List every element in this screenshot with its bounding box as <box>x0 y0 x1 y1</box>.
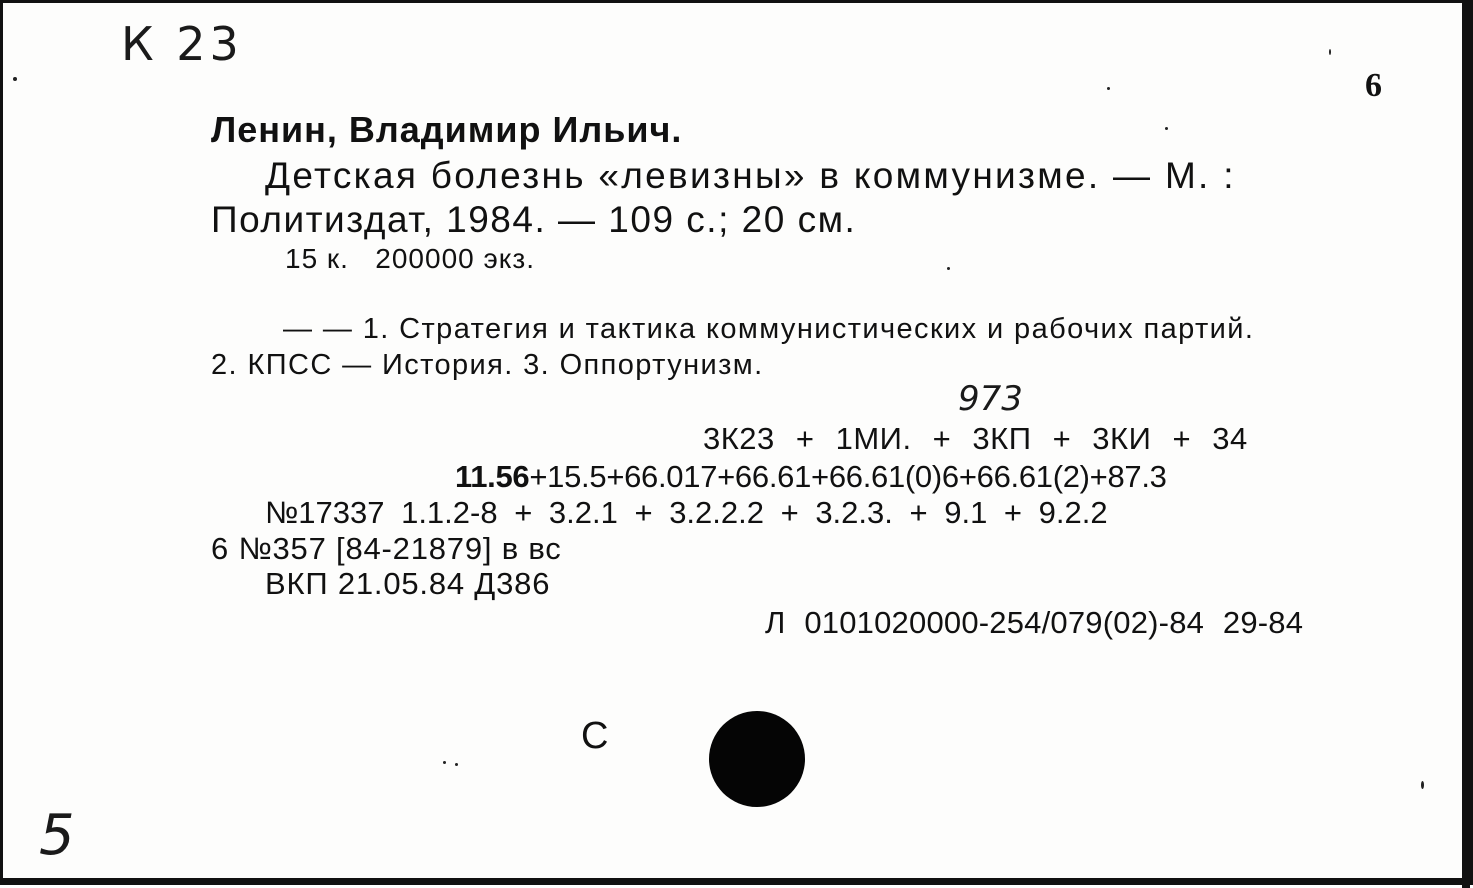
subjects-line-2: 2. КПСС — История. 3. Оппортунизм. <box>211 349 764 381</box>
speck-1 <box>13 77 17 81</box>
index-line: Л 0101020000-254/079(02)-84 29-84 <box>765 605 1304 640</box>
price-and-print-run: 15 к. 200000 экз. <box>285 243 535 274</box>
handwritten-number: 973 <box>958 379 1023 419</box>
speck-7 <box>455 763 458 766</box>
subjects-line-1: — — 1. Стратегия и тактика коммунистических и рабочих партий. <box>283 313 1255 345</box>
handwritten-corner-number: 5 <box>39 803 75 868</box>
order-number-line: 6 №357 [84-21879] в вс <box>211 531 562 566</box>
speck-4 <box>947 267 950 270</box>
classification-line-2 <box>455 459 1167 495</box>
classification-line-1: 3К23 + 1МИ. + 3КП + 3КИ + 34 <box>703 421 1248 456</box>
classification-codes: +15.5+66.017+66.61+66.61(0)6+66.61(2)+87.3 <box>529 459 1167 494</box>
speck-2 <box>1107 87 1110 90</box>
speck-8 <box>1421 781 1424 789</box>
letter-mark: С <box>581 715 609 757</box>
classification-line-3: №17337 1.1.2-8 + 3.2.1 + 3.2.2.2 + 3.2.3. + 9.1 + 9.2.2 <box>265 495 1108 530</box>
card-bottom-edge <box>3 878 1473 882</box>
title-line-1: Детская болезнь «левизны» в коммунизме. — М. : <box>265 155 1236 196</box>
copy-count: 6 <box>1365 67 1382 104</box>
vkp-line: ВКП 21.05.84 Д386 <box>265 566 551 601</box>
punched-hole <box>709 711 805 807</box>
title-line-2: Политиздат, 1984. — 109 с.; 20 см. <box>211 199 857 240</box>
speck-3 <box>1165 127 1168 130</box>
speck-5 <box>1329 49 1331 55</box>
classification-bold-code: 11.56 <box>455 459 530 494</box>
speck-6 <box>443 761 446 764</box>
card-right-edge <box>1462 3 1470 888</box>
call-number: К 23 <box>121 17 243 71</box>
author-heading: Ленин, Владимир Ильич. <box>211 109 683 150</box>
